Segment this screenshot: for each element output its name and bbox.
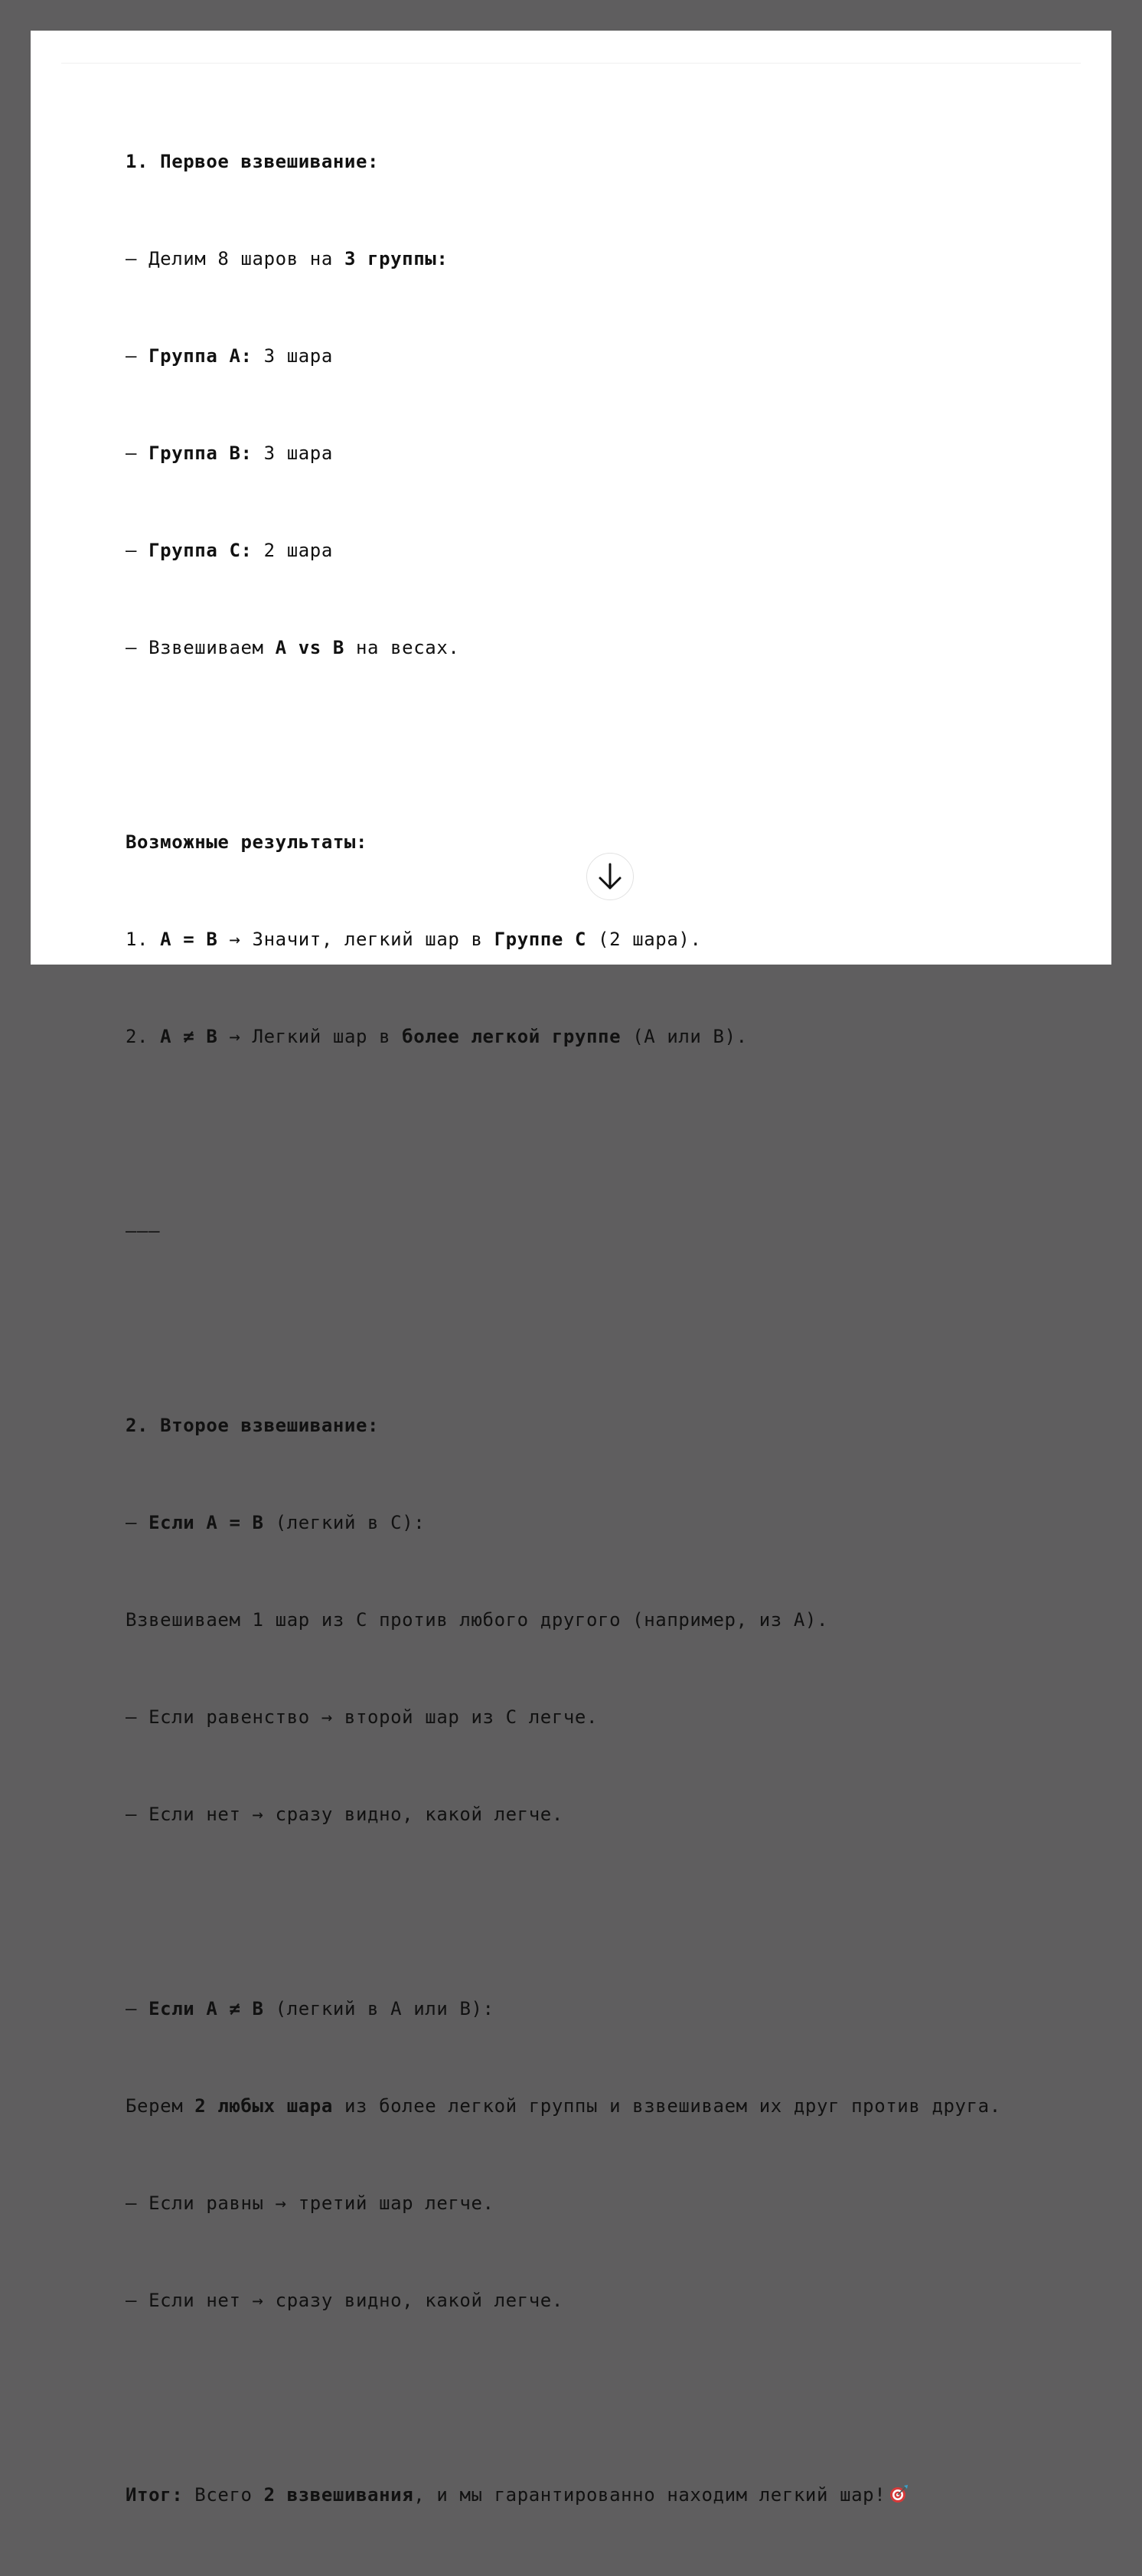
- text-span: –: [126, 345, 149, 367]
- case-unequal-line-2: – Если равны → третий шар легче.: [126, 2192, 494, 2214]
- list-number: 1.: [126, 929, 161, 950]
- section-2-title: 2. Второе взвешивание:: [126, 1415, 380, 1436]
- chat-panel: [31, 31, 1111, 2506]
- text-span: , и мы гарантированно находим легкий шар!: [413, 2484, 886, 2506]
- case-unequal-line-3: – Если нет → сразу видно, какой легче.: [126, 2290, 563, 2311]
- list-number: 2.: [126, 1026, 161, 1047]
- result-1-line: [126, 923, 1081, 956]
- direct-hit-target-icon: [889, 2482, 909, 2502]
- text-span: – Делим 8 шаров на: [126, 248, 344, 269]
- text-span: → Легкий шар в: [217, 1026, 403, 1047]
- bold-span: Итог:: [126, 2484, 184, 2506]
- step-1-line-1: [126, 243, 1081, 276]
- result-2-line: [126, 1020, 1081, 1053]
- case-unequal-line-1: [126, 2090, 1081, 2123]
- group-b-line: [126, 437, 1081, 470]
- spacer: [126, 1118, 1081, 1151]
- bold-span: 3 группы:: [344, 248, 449, 269]
- top-divider: [61, 63, 1081, 64]
- bold-span: Группа B:: [148, 442, 253, 464]
- bold-span: A = B: [160, 929, 218, 950]
- text-span: 2 шара: [252, 540, 333, 561]
- assistant-message: [126, 81, 1081, 2576]
- bold-span: Если A ≠ B: [148, 1998, 264, 2019]
- bold-span: Группа C:: [148, 540, 253, 561]
- case-equal-line-1: Взвешиваем 1 шар из C против любого другого (например, из A).: [126, 1609, 829, 1631]
- spacer: [126, 1895, 1081, 1928]
- case-unequal-header: [126, 1993, 1081, 2026]
- text-span: –: [126, 1512, 149, 1533]
- arrow-down-icon: [597, 862, 623, 891]
- spacer: [126, 729, 1081, 762]
- summary-line: [126, 2479, 1081, 2512]
- text-span: – Взвешиваем: [126, 637, 276, 658]
- case-equal-line-2: – Если равенство → второй шар из C легче.: [126, 1706, 599, 1728]
- text-span: –: [126, 1998, 149, 2019]
- bold-span: более легкой группе: [402, 1026, 622, 1047]
- spacer: [126, 1312, 1081, 1345]
- text-span: –: [126, 442, 149, 464]
- bold-span: 2 любых шара: [194, 2095, 333, 2117]
- spacer: [126, 2382, 1081, 2414]
- section-1-title: 1. Первое взвешивание:: [126, 151, 380, 172]
- text-span: на весах.: [344, 637, 460, 658]
- text-span: 3 шара: [252, 345, 333, 367]
- case-equal-line-3: – Если нет → сразу видно, какой легче.: [126, 1804, 563, 1825]
- text-span: 3 шара: [252, 442, 333, 464]
- text-span: (2 шара).: [586, 929, 702, 950]
- case-equal-header: [126, 1507, 1081, 1539]
- text-span: из более легкой группы и взвешиваем их друг против друга.: [332, 2095, 1001, 2117]
- text-span: → Значит, легкий шар в: [217, 929, 494, 950]
- horizontal-rule-text: –––: [126, 1220, 161, 1242]
- results-title: Возможные результаты:: [126, 831, 368, 853]
- group-a-line: [126, 340, 1081, 373]
- bold-span: A ≠ B: [160, 1026, 218, 1047]
- bold-span: 2 взвешивания: [263, 2484, 414, 2506]
- group-c-line: [126, 534, 1081, 567]
- text-span: Берем: [126, 2095, 195, 2117]
- text-span: (легкий в A или B):: [263, 1998, 494, 2019]
- weigh-ab-line: [126, 632, 1081, 664]
- text-span: Всего: [183, 2484, 264, 2506]
- bold-span: Если A = B: [148, 1512, 264, 1533]
- bold-span: A vs B: [275, 637, 344, 658]
- bold-span: Группа A:: [148, 345, 253, 367]
- bold-span: Группе C: [494, 929, 586, 950]
- scroll-to-bottom-button[interactable]: [586, 853, 634, 900]
- text-span: (легкий в C):: [263, 1512, 426, 1533]
- text-span: –: [126, 540, 149, 561]
- text-span: (A или B).: [621, 1026, 748, 1047]
